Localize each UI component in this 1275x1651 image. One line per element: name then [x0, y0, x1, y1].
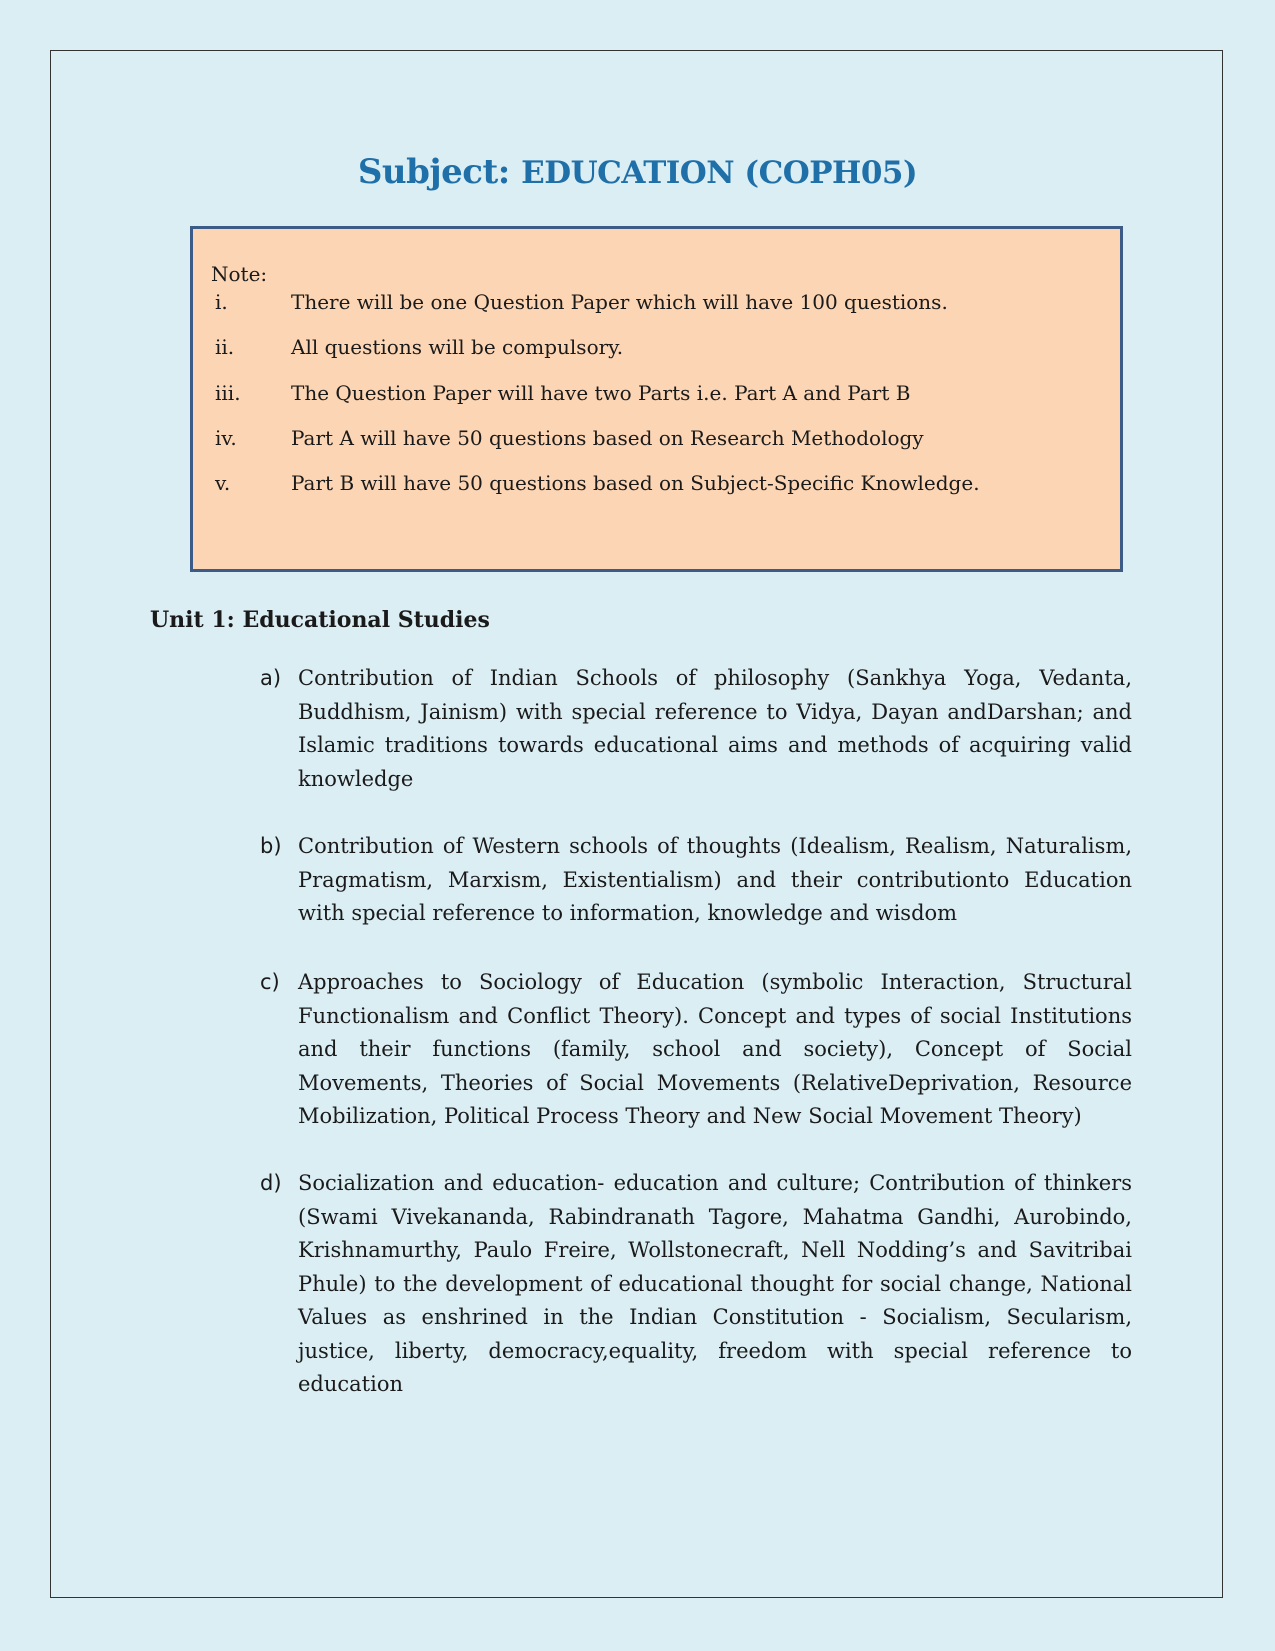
note-item-text: Part A will have 50 questions based on Research Methodology: [291, 426, 924, 450]
topic-marker: b): [260, 834, 282, 858]
note-item-text: All questions will be compulsory.: [291, 335, 624, 359]
title-prefix: Subject:: [357, 152, 510, 192]
topic-text: Socialization and education- education and culture; Contribution of thinkers (Swami Vivekananda, Rabindranath Tagore, Mahatma Gandhi, Aurobindo, Krishnamurthy, Paulo Freire, Wollstonecraft, Nell Nodding’s and Savitribai Phule) to the development of educational thought for social change, National Values as enshrined in the Indian Constitution - Socialism, Secularism, justice, liberty, democracy,equality, freedom with special reference to education: [298, 1171, 1132, 1396]
topic-item: [260, 662, 1132, 796]
note-item: [215, 471, 980, 495]
topic-item: [260, 966, 1132, 1134]
note-item: [215, 290, 948, 314]
topic-text: Contribution of Western schools of thoughts (Idealism, Realism, Naturalism, Pragmatism, Marxism, Existentialism) and their contributionto Education with special reference to information, knowledge and wisdom: [298, 834, 1132, 925]
note-item-text: Part B will have 50 questions based on Subject-Specific Knowledge.: [291, 471, 980, 495]
note-item-text: The Question Paper will have two Parts i.e. Part A and Part B: [291, 381, 911, 405]
note-item-number: iii.: [215, 381, 241, 405]
topic-item: [260, 830, 1132, 931]
note-item-number: i.: [215, 290, 228, 314]
note-item-number: v.: [215, 471, 231, 495]
note-item: [215, 426, 924, 450]
note-item-text: There will be one Question Paper which will have 100 questions.: [291, 290, 948, 314]
topic-item: [260, 1167, 1132, 1402]
page-title: [0, 152, 1275, 192]
topic-marker: a): [260, 666, 282, 690]
topic-marker: c): [260, 970, 280, 994]
note-item: [215, 381, 910, 405]
note-item-number: ii.: [215, 335, 235, 359]
topic-text: Contribution of Indian Schools of philosophy (Sankhya Yoga, Vedanta, Buddhism, Jainism) with special reference to Vidya, Dayan andDarshan; and Islamic traditions towards educational aims and methods of acquiring valid knowledge: [298, 666, 1132, 791]
topic-marker: d): [260, 1171, 282, 1195]
course-name: EDUCATION (COPH05): [521, 155, 918, 191]
note-item: [215, 335, 623, 359]
note-label: Note:: [211, 262, 268, 286]
note-item-number: iv.: [215, 426, 237, 450]
unit-heading: Unit 1: Educational Studies: [150, 607, 490, 633]
topic-text: Approaches to Sociology of Education (symbolic Interaction, Structural Functionalism and Conflict Theory). Concept and types of social Institutions and their functions (family, school and society), Concept of Social Movements, Theories of Social Movements (RelativeDeprivation, Resource Mobilization, Political Process Theory and New Social Movement Theory): [298, 970, 1132, 1128]
note-box: [190, 226, 1123, 572]
